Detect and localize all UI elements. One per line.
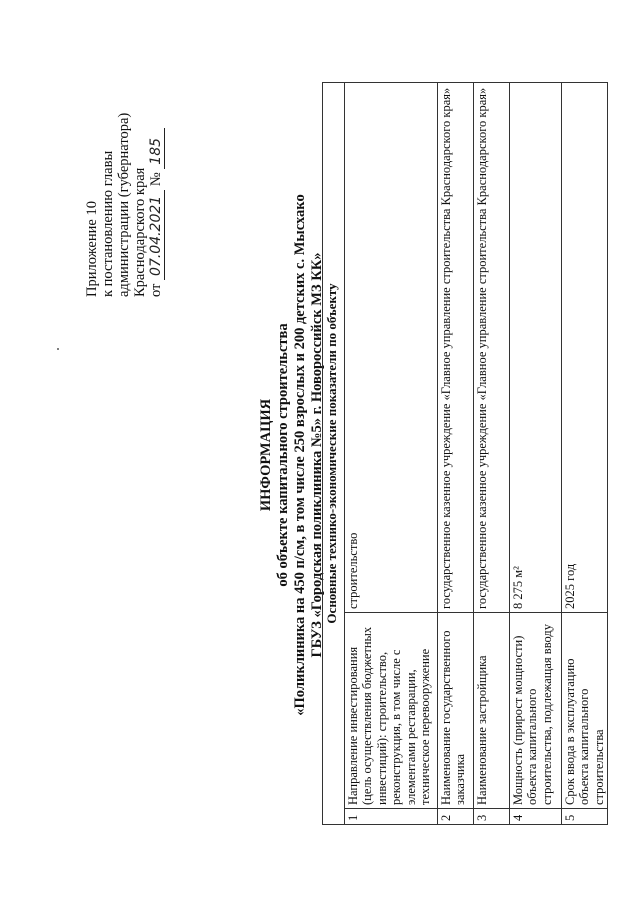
appendix-block <box>84 113 165 297</box>
table-header-row <box>323 82 345 824</box>
appendix-date-line <box>148 113 165 297</box>
title-line: об объекте капитального строительства <box>275 323 291 587</box>
title-line: «Поликлиника на 450 п/см, в том числе 250 взрослых и 200 детских с. Мысхако <box>292 194 308 716</box>
row-number: 2 <box>437 809 473 825</box>
table-row <box>561 82 608 824</box>
row-number: 3 <box>473 809 509 825</box>
handwritten-number: 185 <box>148 128 165 169</box>
row-number: 4 <box>509 809 561 825</box>
row-value: государственное казенное учреждение «Главное управление строительства Краснодарского края» <box>437 82 473 612</box>
row-number: 1 <box>344 809 437 825</box>
appendix-line: к постановлению главы <box>100 150 116 297</box>
row-value: государственное казенное учреждение «Главное управление строительства Краснодарского края» <box>473 82 509 612</box>
row-name: Направление инвестирования (цель осуществления бюджетных инвестиций): строительство, реконструкция, в том числе с элементами реставрации, техническое перевооружение <box>344 613 437 809</box>
appendix-line: Краснодарского края <box>132 167 148 297</box>
table-row <box>437 82 473 824</box>
row-name: Срок ввода в эксплуатацию объекта капитального строительства <box>561 613 608 809</box>
date-prefix: от <box>148 283 164 297</box>
title-line: ГБУЗ «Городская поликлиника №5» г. Новороссийск МЗ КК» <box>309 252 325 658</box>
appendix-line: Приложение 10 <box>84 201 100 297</box>
table-row <box>509 82 561 824</box>
indicators-table-wrap <box>322 83 608 825</box>
row-name: Наименование застройщика <box>473 613 509 809</box>
indicators-table <box>322 82 608 825</box>
row-number: 5 <box>561 809 608 825</box>
row-value: 2025 год <box>561 82 608 612</box>
title-line: ИНФОРМАЦИЯ <box>258 398 274 512</box>
number-prefix: № <box>148 172 164 187</box>
table-row <box>344 82 437 824</box>
scan-speck <box>57 348 59 350</box>
table-header: Основные технико-экономические показатели по объекту <box>323 82 345 824</box>
document-title <box>258 85 326 825</box>
row-name: Наименование государственного заказчика <box>437 613 473 809</box>
row-value: строительство <box>344 82 437 612</box>
table-row <box>473 82 509 824</box>
appendix-line: администрации (губернатора) <box>116 112 132 297</box>
row-name: Мощность (прирост мощности) объекта капитального строительства, подлежащая вводу <box>509 613 561 809</box>
row-value: 8 275 м² <box>509 82 561 612</box>
handwritten-date: 07.04.2021 <box>148 190 165 280</box>
